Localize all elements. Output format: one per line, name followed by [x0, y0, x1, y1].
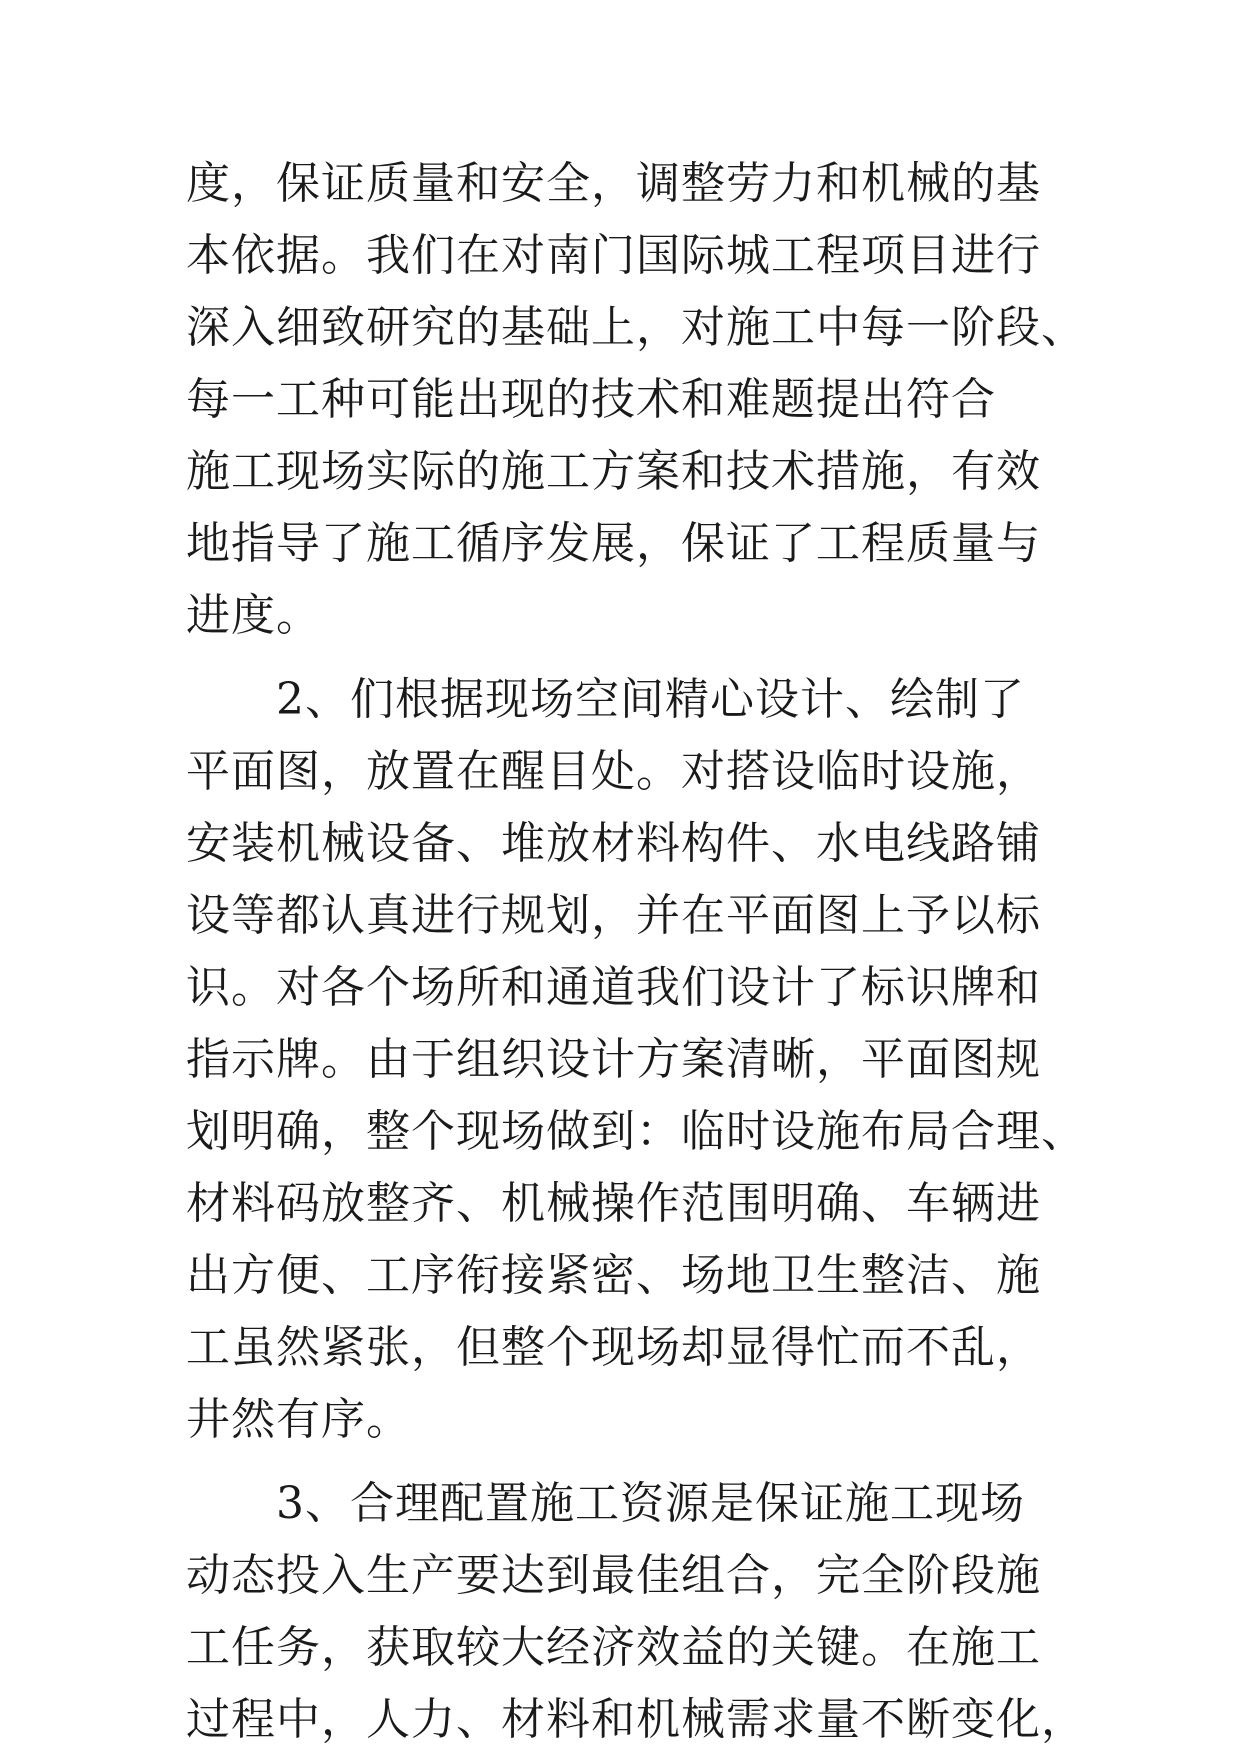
text-line: 本依据。我们在对南门国际城工程项目进行: [186, 230, 1041, 281]
text-line: 设等都认真进行规划，并在平面图上予以标: [186, 890, 1041, 941]
text-line: 指示牌。由于组织设计方案清晰，平面图规: [186, 1034, 1041, 1085]
paragraph-spacer: [186, 1456, 1186, 1468]
text-line: 3、合理配置施工资源是保证施工现场: [186, 1478, 1025, 1529]
text-line: 动态投入生产要达到最佳组合，完全阶段施: [186, 1550, 1041, 1601]
paragraph-spacer: [186, 652, 1186, 664]
text-line: 地指导了施工循序发展，保证了工程质量与: [186, 518, 1041, 569]
text-line: 深入细致研究的基础上，对施工中每一阶段、: [186, 302, 1086, 353]
text-line: 进度。: [186, 590, 321, 641]
text-line: 每一工种可能出现的技术和难题提出符合: [186, 374, 996, 425]
text-line: 材料码放整齐、机械操作范围明确、车辆进: [186, 1178, 1041, 1229]
text-line: 平面图，放置在醒目处。对搭设临时设施，: [186, 746, 1041, 797]
text-line: 工虽然紧张，但整个现场却显得忙而不乱，: [186, 1322, 1041, 1373]
paragraph-1: [186, 148, 1186, 652]
text-line: 过程中，人力、材料和机械需求量不断变化，: [186, 1694, 1086, 1745]
text-line: 识。对各个场所和通道我们设计了标识牌和: [186, 962, 1041, 1013]
text-line: 安装机械设备、堆放材料构件、水电线路铺: [186, 818, 1041, 869]
text-line: 出方便、工序衔接紧密、场地卫生整洁、施: [186, 1250, 1041, 1301]
paragraph-3: [186, 1468, 1186, 1756]
text-line: 度，保证质量和安全，调整劳力和机械的基: [186, 158, 1041, 209]
document-body: [186, 148, 1186, 1756]
text-line: 划明确，整个现场做到：临时设施布局合理、: [186, 1106, 1086, 1157]
text-line: 井然有序。: [186, 1394, 411, 1445]
text-line: 2、们根据现场空间精心设计、绘制了: [186, 674, 1025, 725]
paragraph-2: [186, 664, 1186, 1456]
text-line: 工任务，获取较大经济效益的关键。在施工: [186, 1622, 1041, 1673]
text-line: 施工现场实际的施工方案和技术措施，有效: [186, 446, 1041, 497]
